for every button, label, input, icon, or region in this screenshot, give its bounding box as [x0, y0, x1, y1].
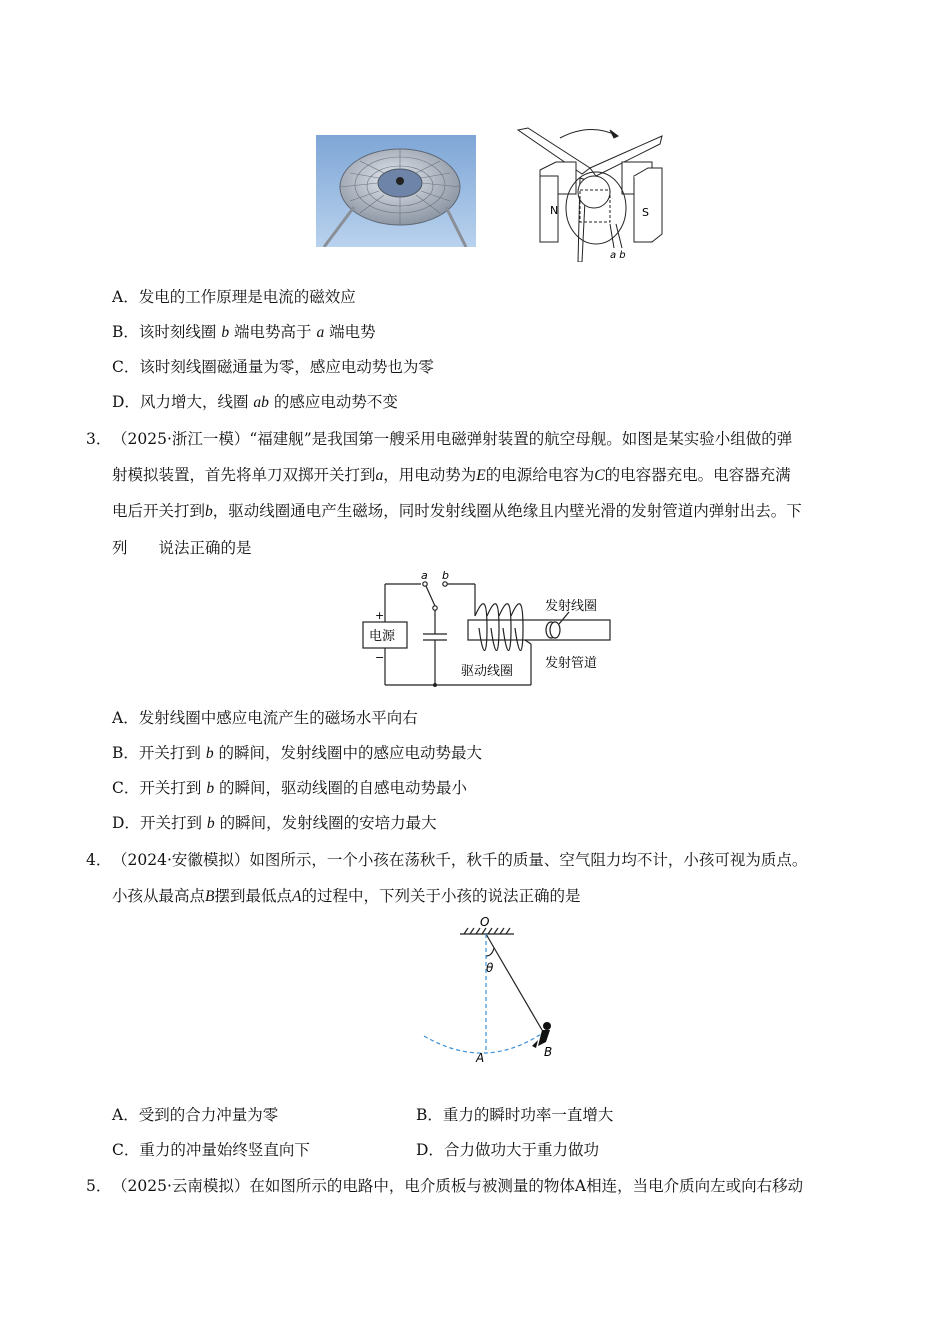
q3-stem-line1: （2025·浙江一模）“福建舰”是我国第一艘采用电磁弹射装置的航空母舰。如图是某实验小组做的弹	[112, 430, 793, 448]
q2-option-d[interactable]: D．风力增大，线圈 ab 的感应电动势不变	[112, 393, 398, 411]
q5-stem-line1: （2025·云南模拟）在如图所示的电路中，电介质板与被测量的物体A相连，当电介质向左或向右移动	[112, 1177, 804, 1195]
minus-sign: −	[375, 651, 385, 664]
q3-stem-line4: 列 说法正确的是	[112, 539, 252, 557]
q4-option-c[interactable]: C．重力的冲量始终竖直向下	[112, 1141, 310, 1159]
swing-diagram	[420, 912, 570, 1062]
q2-option-c[interactable]: C．该时刻线圈磁通量为零，感应电动势也为零	[112, 358, 434, 376]
q3-option-d[interactable]: D．开关打到 b 的瞬间，发射线圈的安培力最大	[112, 814, 437, 832]
q3-number: 3．	[86, 430, 112, 448]
power-source-label: 电源	[369, 629, 396, 644]
magnet-n-label: N	[550, 204, 559, 217]
launcher-circuit-diagram	[355, 568, 625, 690]
q4-number: 4．	[86, 851, 112, 869]
magnet-s-label: S	[642, 206, 649, 219]
terminal-labels: a b	[610, 250, 626, 261]
launch-tube-label: 发射管道	[545, 656, 598, 671]
drive-coil-label: 驱动线圈	[461, 664, 514, 679]
theta-label: θ	[486, 961, 494, 975]
launch-coil-label: 发射线圈	[545, 599, 598, 614]
q3-option-a[interactable]: A．发射线圈中感应电流产生的磁场水平向右	[112, 709, 418, 727]
q2-option-b[interactable]: B．该时刻线圈 b 端电势高于 a 端电势	[112, 323, 376, 341]
q4-stem-line1: （2024·安徽模拟）如图所示，一个小孩在荡秋千，秋千的质量、空气阻力均不计，小孩可视为质点。	[112, 851, 808, 869]
q2-option-a[interactable]: A．发电的工作原理是电流的磁效应	[112, 288, 356, 306]
wind-turbine-photo	[316, 135, 476, 247]
point-b-label: B	[544, 1045, 553, 1059]
switch-a-label: a	[421, 569, 428, 582]
q4-option-d[interactable]: D．合力做功大于重力做功	[416, 1141, 599, 1159]
q3-stem-line3: 电后开关打到b，驱动线圈通电产生磁场，同时发射线圈从绝缘且内壁光滑的发射管道内弹射出去。下	[112, 502, 802, 520]
point-a-label: A	[476, 1051, 485, 1062]
point-o-label: O	[480, 915, 490, 929]
q5-number: 5．	[86, 1177, 112, 1195]
q4-stem-line2: 小孩从最高点B摆到最低点A的过程中，下列关于小孩的说法正确的是	[112, 887, 581, 905]
q4-option-b[interactable]: B．重力的瞬时功率一直增大	[416, 1106, 614, 1124]
q3-option-c[interactable]: C．开关打到 b 的瞬间，驱动线圈的自感电动势最小	[112, 779, 468, 797]
q3-option-b[interactable]: B．开关打到 b 的瞬间，发射线圈中的感应电动势最大	[112, 744, 483, 762]
plus-sign: +	[375, 609, 385, 622]
switch-b-label: b	[442, 569, 449, 582]
q4-option-a[interactable]: A．受到的合力冲量为零	[112, 1106, 279, 1124]
q3-stem-line2: 射模拟装置，首先将单刀双掷开关打到a，用电动势为E的电源给电容为C的电容器充电。电容器充满	[112, 466, 791, 484]
generator-diagram	[510, 122, 670, 262]
